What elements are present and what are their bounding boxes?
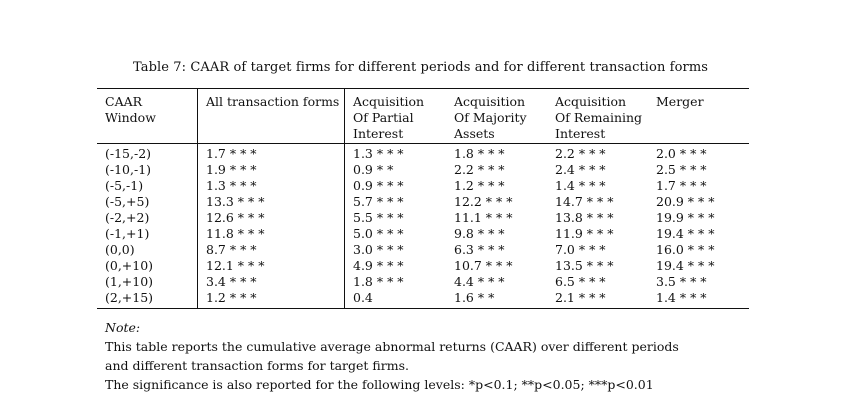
caar-cell: 1.3 * * * <box>198 178 345 194</box>
column-header-line: Acquisition <box>454 94 526 109</box>
caar-cell: 1.2 * * * <box>198 290 345 309</box>
window-cell: (-15,-2) <box>97 144 198 163</box>
caar-cell: 3.5 * * * <box>656 274 707 289</box>
column-header <box>648 89 749 144</box>
caar-cell: 5.7 * * * <box>353 194 404 209</box>
table-row <box>97 242 749 258</box>
caar-cell: 2.5 * * * <box>656 162 707 177</box>
caar-cell: 0.4 <box>353 290 373 305</box>
caar-cell: 11.9 * * * <box>555 226 614 241</box>
window-cell: (2,+15) <box>97 290 198 309</box>
header-row <box>97 89 749 144</box>
caar-cell: 13.5 * * * <box>555 258 614 273</box>
caar-cell: 6.3 * * * <box>454 242 505 257</box>
table-header <box>97 89 749 144</box>
caar-cell: 1.6 * * <box>454 290 495 305</box>
caar-cell: 2.2 * * * <box>555 146 606 161</box>
window-cell: (0,+10) <box>97 258 198 274</box>
caar-cell: 4.4 * * * <box>454 274 505 289</box>
column-header-line: Of Remaining <box>555 110 643 125</box>
column-header-line: Of Partial <box>353 110 414 125</box>
column-header <box>198 89 345 144</box>
note-line: The significance is also reported for the following levels: *p<0.1; **p<0.05; ***p<0.01 <box>105 377 654 392</box>
caar-cell: 4.9 * * * <box>353 258 404 273</box>
window-cell: (-2,+2) <box>97 210 198 226</box>
column-header-line: Interest <box>353 126 404 141</box>
caar-cell: 5.5 * * * <box>353 210 404 225</box>
caar-cell: 19.4 * * * <box>656 226 715 241</box>
caar-cell: 2.4 * * * <box>555 162 606 177</box>
column-header-line: Acquisition <box>353 94 425 109</box>
table-row <box>97 258 749 274</box>
caar-cell: 1.9 * * * <box>198 162 345 178</box>
caar-cell: 12.2 * * * <box>454 194 513 209</box>
caar-cell: 1.7 * * * <box>656 178 707 193</box>
window-cell: (-5,-1) <box>97 178 198 194</box>
table-row <box>97 194 749 210</box>
caar-cell: 19.4 * * * <box>656 258 715 273</box>
caar-cell: 14.7 * * * <box>555 194 614 209</box>
caar-cell: 3.0 * * * <box>353 242 404 257</box>
caar-cell: 8.7 * * * <box>198 242 345 258</box>
caar-cell: 2.2 * * * <box>454 162 505 177</box>
table-note <box>105 318 745 394</box>
column-header-line: Assets <box>454 126 495 141</box>
column-header-line: Acquisition <box>555 94 627 109</box>
note-line: and different transaction forms for target firms. <box>105 358 409 373</box>
window-cell: (-10,-1) <box>97 162 198 178</box>
caar-table <box>97 88 749 309</box>
column-header-line: Window <box>105 110 156 125</box>
caar-cell: 20.9 * * * <box>656 194 715 209</box>
column-header <box>97 89 198 144</box>
table-row <box>97 290 749 309</box>
column-header-line: Merger <box>656 94 704 109</box>
caar-cell: 2.1 * * * <box>555 290 606 305</box>
caar-cell: 11.8 * * * <box>198 226 345 242</box>
window-cell: (1,+10) <box>97 274 198 290</box>
caar-cell: 0.9 * * <box>353 162 394 177</box>
caar-cell: 0.9 * * * <box>353 178 404 193</box>
caar-cell: 5.0 * * * <box>353 226 404 241</box>
caar-cell: 12.1 * * * <box>198 258 345 274</box>
caar-cell: 13.3 * * * <box>198 194 345 210</box>
table-caption: Table 7: CAAR of target firms for different periods and for different transaction forms <box>132 60 709 75</box>
caar-cell: 13.8 * * * <box>555 210 614 225</box>
column-header <box>547 89 648 144</box>
column-header-line: Interest <box>555 126 606 141</box>
caar-cell: 12.6 * * * <box>198 210 345 226</box>
window-cell: (0,0) <box>97 242 198 258</box>
caar-cell: 6.5 * * * <box>555 274 606 289</box>
table-row <box>97 226 749 242</box>
table-row <box>97 210 749 226</box>
note-line: This table reports the cumulative average abnormal returns (CAAR) over different periods <box>105 339 679 354</box>
caar-cell: 1.8 * * * <box>353 274 404 289</box>
caar-cell: 2.0 * * * <box>656 146 707 161</box>
table-body <box>97 144 749 309</box>
caar-cell: 1.4 * * * <box>656 290 707 305</box>
table-row <box>97 144 749 163</box>
caar-cell: 1.4 * * * <box>555 178 606 193</box>
caar-cell: 19.9 * * * <box>656 210 715 225</box>
caar-cell: 10.7 * * * <box>454 258 513 273</box>
column-header-line: Of Majority <box>454 110 527 125</box>
caar-cell: 1.7 * * * <box>198 144 345 163</box>
caar-cell: 1.3 * * * <box>353 146 404 161</box>
caar-cell: 9.8 * * * <box>454 226 505 241</box>
window-cell: (-1,+1) <box>97 226 198 242</box>
caar-cell: 1.8 * * * <box>454 146 505 161</box>
caar-cell: 11.1 * * * <box>454 210 513 225</box>
window-cell: (-5,+5) <box>97 194 198 210</box>
caar-cell: 3.4 * * * <box>198 274 345 290</box>
note-label: Note: <box>105 320 141 335</box>
table-row <box>97 162 749 178</box>
column-header <box>345 89 447 144</box>
column-header-line: CAAR <box>105 94 143 109</box>
table-row <box>97 178 749 194</box>
caar-cell: 1.2 * * * <box>454 178 505 193</box>
column-header <box>446 89 547 144</box>
column-header-line: All transaction forms <box>206 94 340 109</box>
caar-cell: 16.0 * * * <box>656 242 715 257</box>
caar-cell: 7.0 * * * <box>555 242 606 257</box>
table-row <box>97 274 749 290</box>
